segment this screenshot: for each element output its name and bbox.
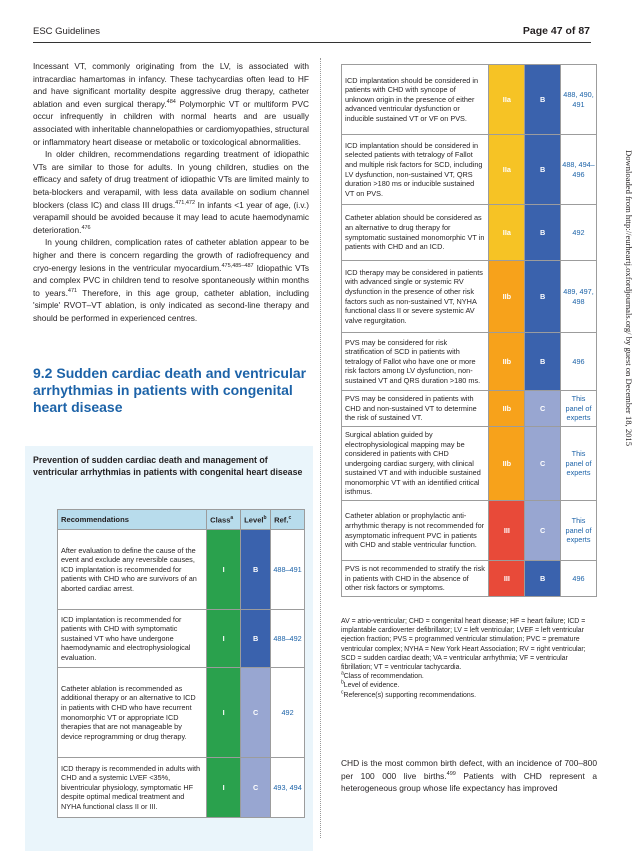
level-cell: B — [525, 261, 561, 333]
level-cell: B — [525, 333, 561, 391]
header-level: Level$^b$ — [241, 510, 271, 530]
column-separator — [320, 58, 321, 838]
table-row — [342, 65, 597, 135]
class-cell: I — [207, 758, 241, 818]
paragraph-1: Incessant VT, commonly originating from the LV, is associated with intracardiac hamartomas in infancy. These tachycardias often lead to HF and have significant mortality despite aggressive drug therapy, catheter ablation and even surgical therapy.$^{484}$ Polymorphic VT or multiform PVC occur infrequently in children with normal hearts and are usually associated with inheritable channelopathies or cardiomyopathies, structural or inflammatory heart disease or metabolic or toxicological abnormalities. — [33, 61, 309, 147]
table-row — [342, 501, 597, 561]
class-cell: IIa — [489, 65, 525, 135]
class-cell: IIa — [489, 135, 525, 205]
reference-cell: 489, 497, 498 — [561, 261, 597, 333]
table-row — [342, 205, 597, 261]
reference-cell: 493, 494 — [271, 758, 305, 818]
recommendation-text: ICD therapy is recommended in adults with CHD and a systemic LVEF <35%, biventricular physiology, symptomatic HF despite optimal medical treatment and NYHA functional class II or III. — [58, 758, 207, 818]
footnote-b: $^b$Level of evidence. — [341, 680, 400, 690]
recommendation-text: Catheter ablation should be considered as an alternative to drug therapy for symptomatic sustained monomorphic VT in patients with CHD and an ICD. — [342, 205, 489, 261]
table-row — [58, 758, 305, 818]
class-cell: IIb — [489, 391, 525, 427]
header-recommendations: Recommendations — [58, 510, 207, 530]
footnote-a: $^a$Class of recommendation. — [341, 670, 424, 681]
download-watermark: Downloaded from http://eurheartj.oxfordjournals.org/ by guest on December 18, 2015 — [624, 150, 634, 447]
level-cell: C — [241, 668, 271, 758]
class-cell: IIb — [489, 333, 525, 391]
left-column-text — [33, 60, 309, 324]
level-cell: C — [525, 391, 561, 427]
paragraph-2: In older children, recommendations regarding treatment of idiopathic VTs are similar to those for adults. In young children, studies on the efficacy and safety of drug treatment of idiopathic VTs are limited mainly to beta-blockers and verapamil, with less data available on sodium channel blockers (class IC) and class III drugs.$^{471,472}$ In infants <1 year of age, (i.v.) verapamil should be avoided because it may lead to acute haemodynamic deterioration.$^{476}$ — [33, 149, 309, 235]
level-cell: B — [525, 135, 561, 205]
reference-cell: This panel of experts — [561, 501, 597, 561]
recommendation-text: ICD implantation should be considered in patients with CHD with syncope of unknown origin in the presence of either advanced ventricular dysfunction or inducible sustained VT or VF on PVS. — [342, 65, 489, 135]
table-row — [342, 561, 597, 597]
table-row — [342, 261, 597, 333]
recommendation-text: ICD therapy may be considered in patients with advanced single or systemic RV dysfunction in the presence of other risk factors such as non-sustained VT, NYHA functional class II or severe systemic AV valve regurgitation. — [342, 261, 489, 333]
recommendation-text: ICD implantation should be considered in selected patients with tetralogy of Fallot and multiple risk factors for SCD, including LV dysfunction, non-sustained VT, QRS duration >180 ms or inducible sustained VT on PVS. — [342, 135, 489, 205]
reference-cell: This panel of experts — [561, 427, 597, 501]
level-cell: C — [241, 758, 271, 818]
recommendation-text: Catheter ablation or prophylactic anti-arrhythmic therapy is not recommended for asymptomatic infrequent PVC in patients with CHD and stable ventricular function. — [342, 501, 489, 561]
level-cell: B — [525, 65, 561, 135]
class-cell: IIa — [489, 205, 525, 261]
recommendation-text: PVS may be considered in patients with CHD and non-sustained VT to determine the risk of sustained VT. — [342, 391, 489, 427]
reference-cell: 492 — [271, 668, 305, 758]
class-cell: IIb — [489, 261, 525, 333]
class-cell: III — [489, 561, 525, 597]
recommendation-text: Surgical ablation guided by electrophysiological mapping may be considered in patients with CHD undergoing cardiac surgery, with clinical sustained VT and with inducible sustained monomorphic VT with an identified critical isthmus. — [342, 427, 489, 501]
level-cell: C — [525, 501, 561, 561]
footnote-c: $^c$Reference(s) supporting recommendations. — [341, 689, 477, 699]
reference-cell: 488–491 — [271, 530, 305, 610]
table-footnotes — [341, 617, 597, 700]
class-cell: I — [207, 530, 241, 610]
reference-cell: 496 — [561, 333, 597, 391]
table-row — [58, 668, 305, 758]
reference-cell: 496 — [561, 561, 597, 597]
table-row — [342, 427, 597, 501]
level-cell: B — [525, 561, 561, 597]
table-row — [58, 610, 305, 668]
class-cell: I — [207, 668, 241, 758]
box-title: Prevention of sudden cardiac death and management of ventricular arrhythmias in patients with congenital heart disease — [33, 455, 303, 478]
recommendation-text: PVS is not recommended to stratify the risk in patients with CHD in the absence of other risk factors or symptoms. — [342, 561, 489, 597]
reference-cell: 488–492 — [271, 610, 305, 668]
recommendation-text: After evaluation to define the cause of the event and exclude any reversible causes, ICD implantation is recommended for patients with CHD who are survivors of an aborted cardiac arrest. — [58, 530, 207, 610]
class-cell: IIb — [489, 427, 525, 501]
reference-cell: 488, 490, 491 — [561, 65, 597, 135]
recommendation-text: PVS may be considered for risk stratification of SCD in patients with tetralogy of Fallot who have one or more risk factors among LV dysfunction, non-sustained VT and QRS duration >180 ms. — [342, 333, 489, 391]
section-heading: 9.2 Sudden cardiac death and ventricular arrhythmias in patients with congenital heart disease — [33, 365, 307, 415]
page-number: Page 47 of 87 — [522, 25, 590, 37]
recommendations-table-right — [341, 64, 597, 597]
reference-cell: 488, 494–496 — [561, 135, 597, 205]
table-row — [342, 135, 597, 205]
header-ref: Ref.$^c$ — [271, 510, 305, 530]
level-cell: B — [241, 610, 271, 668]
header-rule — [33, 42, 591, 43]
class-cell: I — [207, 610, 241, 668]
running-header-left: ESC Guidelines — [33, 26, 101, 37]
level-cell: B — [525, 205, 561, 261]
header-class: Class$^a$ — [207, 510, 241, 530]
table-header-row — [58, 510, 305, 530]
class-cell: III — [489, 501, 525, 561]
level-cell: B — [241, 530, 271, 610]
table-row — [342, 333, 597, 391]
reference-cell: 492 — [561, 205, 597, 261]
paragraph-3: In young children, complication rates of catheter ablation appear to be higher and there is concern regarding the growth of radiofrequency and cryo-energy lesions in the ventricular myocardium.$^{475,485-487}$ Idiopathic VTs and complex PVC in children tend to resolve spontaneously within months to years.$^{471}$ Therefore, in this age group, catheter ablation, including 'simple' RVOT–VT ablation, is only indicated as second-line therapy and should be performed in experienced centres. — [33, 237, 309, 323]
reference-cell: This panel of experts — [561, 391, 597, 427]
level-cell: C — [525, 427, 561, 501]
right-column-text: CHD is the most common birth defect, with an incidence of 700–800 per 100 000 live births.$^{499}$ Patients with CHD represent a heterogeneous group whose life expectancy has improved — [341, 758, 597, 793]
recommendation-text: ICD implantation is recommended for patients with CHD with symptomatic sustained VT who have undergone haemodynamic and electrophysiological evaluation. — [58, 610, 207, 668]
abbreviations: AV = atrio-ventricular; CHD = congenital heart disease; HF = heart failure; ICD = implantable cardioverter defibrillator; LV = left ventricular; LVEF = left ventricular ejection fraction; PVS = programmed ventricular stimulation; PVC = premature ventricular complex; NYHA = New York Heart Association; RV = right ventricular; SCD = sudden cardiac death; VA = ventricular arrhythmia; VF = ventricular fibrillation; VT = ventricular tachycardia. — [341, 618, 586, 672]
table-row — [342, 391, 597, 427]
table-row — [58, 530, 305, 610]
recommendations-table-left — [57, 509, 305, 818]
recommendation-text: Catheter ablation is recommended as additional therapy or an alternative to ICD in patients with CHD who have recurrent monomorphic VT or appropriate ICD therapies that are not manageable by device reprogramming or drug therapy. — [58, 668, 207, 758]
